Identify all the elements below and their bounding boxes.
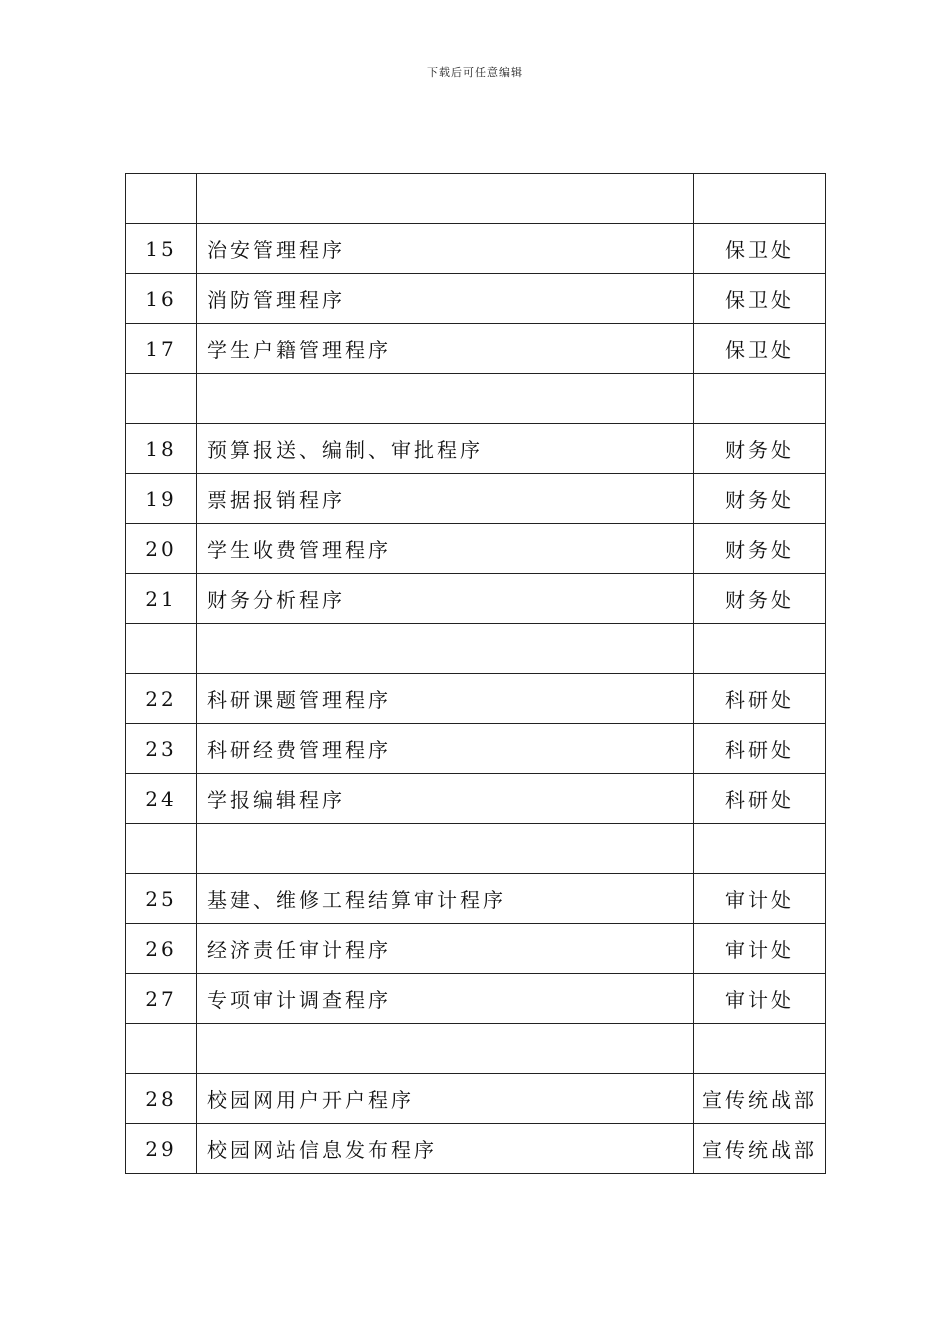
table-row	[126, 624, 826, 674]
procedure-name: 学报编辑程序	[197, 774, 694, 824]
department: 财务处	[694, 424, 826, 474]
procedure-name: 财务分析程序	[197, 574, 694, 624]
department: 财务处	[694, 524, 826, 574]
row-number: 25	[126, 874, 197, 924]
row-number: 22	[126, 674, 197, 724]
row-number	[126, 1024, 197, 1074]
department	[694, 374, 826, 424]
procedure-name: 预算报送、编制、审批程序	[197, 424, 694, 474]
row-number	[126, 174, 197, 224]
table-row	[126, 424, 826, 474]
table-row	[126, 1124, 826, 1174]
row-number	[126, 374, 197, 424]
procedure-name	[197, 824, 694, 874]
department: 审计处	[694, 874, 826, 924]
table-row	[126, 374, 826, 424]
row-number: 24	[126, 774, 197, 824]
department: 科研处	[694, 674, 826, 724]
table-row	[126, 924, 826, 974]
row-number: 28	[126, 1074, 197, 1124]
procedure-name	[197, 374, 694, 424]
procedure-table-body	[126, 174, 826, 1174]
row-number: 29	[126, 1124, 197, 1174]
department	[694, 1024, 826, 1074]
row-number: 26	[126, 924, 197, 974]
table-row	[126, 174, 826, 224]
row-number: 19	[126, 474, 197, 524]
procedure-name	[197, 1024, 694, 1074]
table-row	[126, 274, 826, 324]
row-number	[126, 824, 197, 874]
department: 宣传统战部	[694, 1124, 826, 1174]
table-row	[126, 1024, 826, 1074]
table-row	[126, 824, 826, 874]
department: 审计处	[694, 974, 826, 1024]
row-number: 23	[126, 724, 197, 774]
procedure-table	[125, 173, 826, 1174]
department: 保卫处	[694, 224, 826, 274]
row-number: 16	[126, 274, 197, 324]
department	[694, 824, 826, 874]
department: 财务处	[694, 474, 826, 524]
department: 科研处	[694, 724, 826, 774]
table-row	[126, 524, 826, 574]
procedure-name: 学生收费管理程序	[197, 524, 694, 574]
table-row	[126, 224, 826, 274]
table-row	[126, 574, 826, 624]
table-row	[126, 324, 826, 374]
row-number: 27	[126, 974, 197, 1024]
department: 保卫处	[694, 274, 826, 324]
procedure-name: 校园网站信息发布程序	[197, 1124, 694, 1174]
procedure-name: 科研经费管理程序	[197, 724, 694, 774]
table-row	[126, 1074, 826, 1124]
row-number: 20	[126, 524, 197, 574]
procedure-name: 科研课题管理程序	[197, 674, 694, 724]
procedure-name	[197, 174, 694, 224]
procedure-name: 基建、维修工程结算审计程序	[197, 874, 694, 924]
department: 审计处	[694, 924, 826, 974]
table-row	[126, 674, 826, 724]
table-row	[126, 474, 826, 524]
procedure-name: 校园网用户开户程序	[197, 1074, 694, 1124]
row-number: 18	[126, 424, 197, 474]
procedure-name: 专项审计调查程序	[197, 974, 694, 1024]
row-number: 17	[126, 324, 197, 374]
procedure-name: 经济责任审计程序	[197, 924, 694, 974]
table-row	[126, 724, 826, 774]
row-number: 21	[126, 574, 197, 624]
department: 科研处	[694, 774, 826, 824]
procedure-name: 学生户籍管理程序	[197, 324, 694, 374]
department: 宣传统战部	[694, 1074, 826, 1124]
row-number: 15	[126, 224, 197, 274]
page-header: 下载后可任意编辑	[427, 66, 523, 79]
table-row	[126, 874, 826, 924]
procedure-name	[197, 624, 694, 674]
row-number	[126, 624, 197, 674]
table-row	[126, 974, 826, 1024]
procedure-name: 消防管理程序	[197, 274, 694, 324]
department	[694, 174, 826, 224]
procedure-name: 票据报销程序	[197, 474, 694, 524]
procedure-name: 治安管理程序	[197, 224, 694, 274]
department	[694, 624, 826, 674]
department: 保卫处	[694, 324, 826, 374]
table-row	[126, 774, 826, 824]
department: 财务处	[694, 574, 826, 624]
